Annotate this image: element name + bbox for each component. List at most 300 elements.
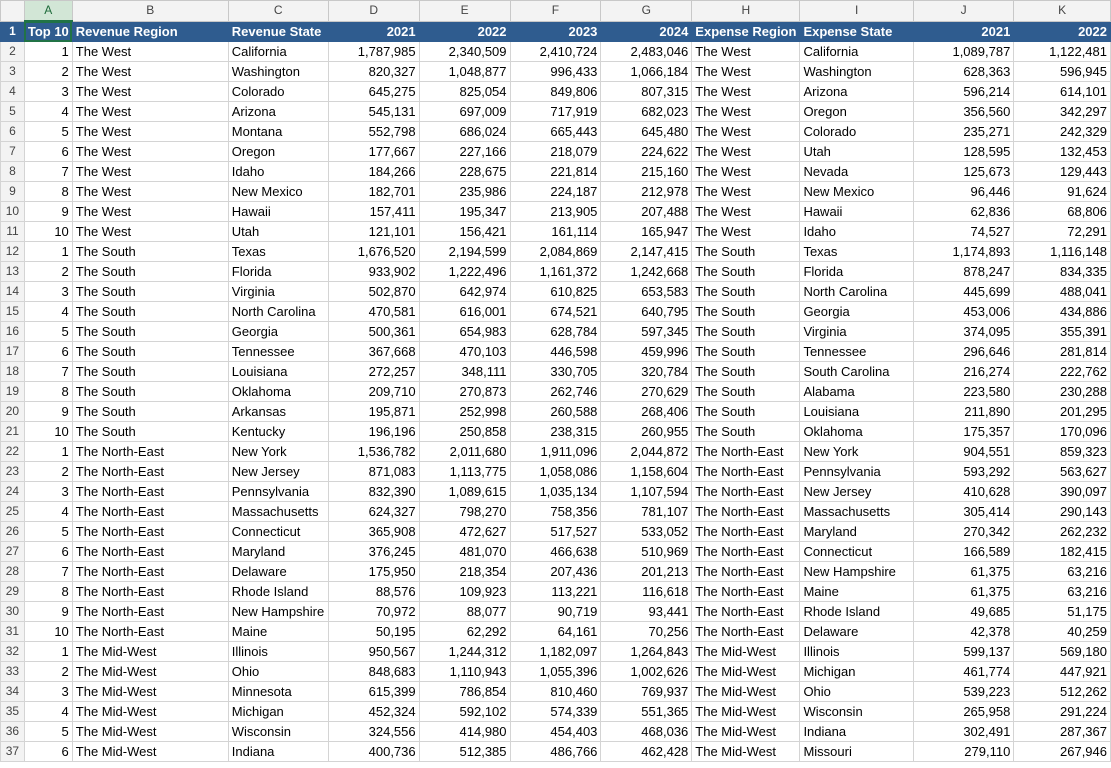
cell[interactable]: 1,110,943 [419,662,510,682]
cell[interactable]: 6 [24,142,72,162]
cell[interactable]: The South [72,262,228,282]
cell[interactable]: 42,378 [913,622,1013,642]
cell[interactable]: 3 [24,482,72,502]
cell[interactable]: The North-East [692,542,800,562]
cell[interactable]: 1,002,626 [601,662,692,682]
cell[interactable]: 270,873 [419,382,510,402]
cell[interactable]: 481,070 [419,542,510,562]
cell[interactable]: 599,137 [913,642,1013,662]
row-number[interactable]: 35 [1,702,25,722]
cell[interactable]: 1 [24,242,72,262]
cell[interactable]: 272,257 [328,362,419,382]
cell[interactable]: 8 [24,182,72,202]
cell[interactable]: 260,588 [510,402,601,422]
row-number[interactable]: 19 [1,382,25,402]
row-number[interactable]: 20 [1,402,25,422]
cell[interactable]: The North-East [72,622,228,642]
cell[interactable]: 434,886 [1014,302,1111,322]
column-header-e[interactable]: E [419,1,510,22]
cell[interactable]: 2,147,415 [601,242,692,262]
cell[interactable]: The South [72,282,228,302]
cell[interactable]: The West [692,142,800,162]
cell[interactable]: 414,980 [419,722,510,742]
cell[interactable]: The North-East [72,582,228,602]
cell[interactable]: 2,483,046 [601,42,692,62]
header-cell[interactable]: 2022 [419,21,510,42]
cell[interactable]: 7 [24,362,72,382]
cell[interactable]: 7 [24,562,72,582]
cell[interactable]: 201,213 [601,562,692,582]
cell[interactable]: Florida [800,262,913,282]
cell[interactable]: Hawaii [228,202,328,222]
cell[interactable]: 182,415 [1014,542,1111,562]
cell[interactable]: 4 [24,702,72,722]
row-number[interactable]: 29 [1,582,25,602]
cell[interactable]: 262,746 [510,382,601,402]
cell[interactable]: The West [692,82,800,102]
cell[interactable]: 1,676,520 [328,242,419,262]
cell[interactable]: The North-East [692,522,800,542]
cell[interactable]: 445,699 [913,282,1013,302]
cell[interactable]: 207,436 [510,562,601,582]
cell[interactable]: Maryland [800,522,913,542]
cell[interactable]: 302,491 [913,722,1013,742]
cell[interactable]: The Mid-West [72,742,228,762]
cell[interactable]: 563,627 [1014,462,1111,482]
cell[interactable]: 674,521 [510,302,601,322]
cell[interactable]: Idaho [800,222,913,242]
cell[interactable]: The Mid-West [692,722,800,742]
cell[interactable]: 235,986 [419,182,510,202]
cell[interactable]: 121,101 [328,222,419,242]
cell[interactable]: 462,428 [601,742,692,762]
cell[interactable]: 502,870 [328,282,419,302]
cell[interactable]: 642,974 [419,282,510,302]
cell[interactable]: 470,103 [419,342,510,362]
cell[interactable]: 781,107 [601,502,692,522]
cell[interactable]: 74,527 [913,222,1013,242]
cell[interactable]: Maryland [228,542,328,562]
header-cell[interactable]: 2023 [510,21,601,42]
cell[interactable]: 4 [24,502,72,522]
cell[interactable]: 1,264,843 [601,642,692,662]
cell[interactable]: 452,324 [328,702,419,722]
cell[interactable]: 1,107,594 [601,482,692,502]
cell[interactable]: 400,736 [328,742,419,762]
cell[interactable]: Rhode Island [228,582,328,602]
cell[interactable]: New Jersey [228,462,328,482]
cell[interactable]: 68,806 [1014,202,1111,222]
cell[interactable]: Indiana [228,742,328,762]
cell[interactable]: The North-East [72,462,228,482]
row-number[interactable]: 28 [1,562,25,582]
cell[interactable]: 1,182,097 [510,642,601,662]
cell[interactable]: 1,113,775 [419,462,510,482]
cell[interactable]: Tennessee [228,342,328,362]
cell[interactable]: 49,685 [913,602,1013,622]
cell[interactable]: New Hampshire [228,602,328,622]
cell[interactable]: 1 [24,642,72,662]
cell[interactable]: 9 [24,402,72,422]
cell[interactable]: 569,180 [1014,642,1111,662]
cell[interactable]: 653,583 [601,282,692,302]
cell[interactable]: 224,622 [601,142,692,162]
cell[interactable]: Maine [800,582,913,602]
cell[interactable]: 175,950 [328,562,419,582]
cell[interactable]: South Carolina [800,362,913,382]
cell[interactable]: The North-East [72,562,228,582]
row-number[interactable]: 21 [1,422,25,442]
cell[interactable]: 390,097 [1014,482,1111,502]
cell[interactable]: 287,367 [1014,722,1111,742]
cell[interactable]: The South [72,422,228,442]
cell[interactable]: 6 [24,542,72,562]
cell[interactable]: Illinois [228,642,328,662]
cell[interactable]: 615,399 [328,682,419,702]
cell[interactable]: 1,222,496 [419,262,510,282]
cell[interactable]: 10 [24,422,72,442]
cell[interactable]: 1,089,615 [419,482,510,502]
cell[interactable]: 91,624 [1014,182,1111,202]
cell[interactable]: The South [692,382,800,402]
cell[interactable]: The North-East [692,602,800,622]
cell[interactable]: Delaware [800,622,913,642]
cell[interactable]: 156,421 [419,222,510,242]
cell[interactable]: The North-East [692,562,800,582]
cell[interactable]: The North-East [72,442,228,462]
row-number[interactable]: 34 [1,682,25,702]
cell[interactable]: Ohio [228,662,328,682]
cell[interactable]: 597,345 [601,322,692,342]
cell[interactable]: 250,858 [419,422,510,442]
cell[interactable]: New Mexico [800,182,913,202]
column-header-d[interactable]: D [328,1,419,22]
cell[interactable]: The Mid-West [692,642,800,662]
cell[interactable]: The South [692,362,800,382]
cell[interactable]: 552,798 [328,122,419,142]
cell[interactable]: 376,245 [328,542,419,562]
cell[interactable]: 904,551 [913,442,1013,462]
cell[interactable]: 1 [24,442,72,462]
cell[interactable]: 461,774 [913,662,1013,682]
cell[interactable]: 3 [24,282,72,302]
cell[interactable]: 2,044,872 [601,442,692,462]
cell[interactable]: 267,946 [1014,742,1111,762]
cell[interactable]: 472,627 [419,522,510,542]
cell[interactable]: 218,354 [419,562,510,582]
cell[interactable]: Montana [228,122,328,142]
cell[interactable]: 1,787,985 [328,42,419,62]
cell[interactable]: Hawaii [800,202,913,222]
cell[interactable]: Arkansas [228,402,328,422]
cell[interactable]: Illinois [800,642,913,662]
cell[interactable]: 70,972 [328,602,419,622]
cell[interactable]: 1,242,668 [601,262,692,282]
cell[interactable]: The South [72,302,228,322]
cell[interactable]: 4 [24,302,72,322]
row-number[interactable]: 5 [1,102,25,122]
cell[interactable]: The North-East [72,542,228,562]
cell[interactable]: 279,110 [913,742,1013,762]
cell[interactable]: Virginia [228,282,328,302]
cell[interactable]: California [228,42,328,62]
cell[interactable]: The North-East [692,482,800,502]
cell[interactable]: The West [72,222,228,242]
cell[interactable]: 697,009 [419,102,510,122]
cell[interactable]: The West [72,102,228,122]
cell[interactable]: 686,024 [419,122,510,142]
cell[interactable]: Massachusetts [800,502,913,522]
cell[interactable]: 270,629 [601,382,692,402]
cell[interactable]: 596,214 [913,82,1013,102]
row-number[interactable]: 11 [1,222,25,242]
cell[interactable]: 1,058,086 [510,462,601,482]
cell[interactable]: Washington [800,62,913,82]
cell[interactable]: 93,441 [601,602,692,622]
row-number[interactable]: 32 [1,642,25,662]
column-header-h[interactable]: H [692,1,800,22]
cell[interactable]: Arizona [228,102,328,122]
cell[interactable]: Maine [228,622,328,642]
cell[interactable]: 645,480 [601,122,692,142]
cell[interactable]: Louisiana [800,402,913,422]
cell[interactable]: The North-East [692,442,800,462]
cell[interactable]: 545,131 [328,102,419,122]
row-number[interactable]: 12 [1,242,25,262]
cell[interactable]: 645,275 [328,82,419,102]
cell[interactable]: 596,945 [1014,62,1111,82]
cell[interactable]: 291,224 [1014,702,1111,722]
cell[interactable]: 769,937 [601,682,692,702]
cell[interactable]: 950,567 [328,642,419,662]
cell[interactable]: 717,919 [510,102,601,122]
cell[interactable]: 798,270 [419,502,510,522]
cell[interactable]: 3 [24,82,72,102]
cell[interactable]: Arizona [800,82,913,102]
cell[interactable]: 5 [24,522,72,542]
cell[interactable]: 453,006 [913,302,1013,322]
cell[interactable]: 132,453 [1014,142,1111,162]
cell[interactable]: Connecticut [800,542,913,562]
cell[interactable]: The South [72,362,228,382]
cell[interactable]: 614,101 [1014,82,1111,102]
cell[interactable]: 1 [24,42,72,62]
cell[interactable]: 260,955 [601,422,692,442]
cell[interactable]: 2 [24,262,72,282]
cell[interactable]: 3 [24,682,72,702]
cell[interactable]: 459,996 [601,342,692,362]
row-number[interactable]: 37 [1,742,25,762]
cell[interactable]: 616,001 [419,302,510,322]
cell[interactable]: 410,628 [913,482,1013,502]
cell[interactable]: 216,274 [913,362,1013,382]
cell[interactable]: 628,363 [913,62,1013,82]
cell[interactable]: The South [692,302,800,322]
header-cell[interactable]: 2024 [601,21,692,42]
cell[interactable]: Kentucky [228,422,328,442]
cell[interactable]: 849,806 [510,82,601,102]
header-cell[interactable]: Revenue Region [72,21,228,42]
cell[interactable]: 252,998 [419,402,510,422]
cell[interactable]: 1,911,096 [510,442,601,462]
cell[interactable]: 5 [24,122,72,142]
cell[interactable]: 268,406 [601,402,692,422]
row-number[interactable]: 4 [1,82,25,102]
cell[interactable]: The West [72,82,228,102]
cell[interactable]: Michigan [228,702,328,722]
cell[interactable]: 201,295 [1014,402,1111,422]
cell[interactable]: 62,292 [419,622,510,642]
cell[interactable]: California [800,42,913,62]
cell[interactable]: Oklahoma [800,422,913,442]
cell[interactable]: 996,433 [510,62,601,82]
cell[interactable]: North Carolina [228,302,328,322]
cell[interactable]: 1,158,604 [601,462,692,482]
cell[interactable]: 539,223 [913,682,1013,702]
cell[interactable]: The West [692,162,800,182]
cell[interactable]: 116,618 [601,582,692,602]
cell[interactable]: 551,365 [601,702,692,722]
cell[interactable]: 9 [24,202,72,222]
row-number[interactable]: 7 [1,142,25,162]
cell[interactable]: 488,041 [1014,282,1111,302]
cell[interactable]: New Hampshire [800,562,913,582]
row-number[interactable]: 16 [1,322,25,342]
cell[interactable]: The West [692,102,800,122]
cell[interactable]: The Mid-West [72,682,228,702]
cell[interactable]: The West [72,122,228,142]
cell[interactable]: 2,084,869 [510,242,601,262]
cell[interactable]: 665,443 [510,122,601,142]
row-number[interactable]: 9 [1,182,25,202]
cell[interactable]: 324,556 [328,722,419,742]
cell[interactable]: The North-East [72,482,228,502]
cell[interactable]: 510,969 [601,542,692,562]
row-number[interactable]: 33 [1,662,25,682]
cell[interactable]: Texas [228,242,328,262]
cell[interactable]: Rhode Island [800,602,913,622]
column-header-a[interactable]: A [24,1,72,22]
row-number[interactable]: 15 [1,302,25,322]
cell[interactable]: 533,052 [601,522,692,542]
cell[interactable]: The South [72,322,228,342]
cell[interactable]: The Mid-West [72,702,228,722]
cell[interactable]: 265,958 [913,702,1013,722]
row-number[interactable]: 31 [1,622,25,642]
cell[interactable]: 207,488 [601,202,692,222]
row-number[interactable]: 23 [1,462,25,482]
cell[interactable]: Georgia [228,322,328,342]
cell[interactable]: The West [692,222,800,242]
cell[interactable]: The West [72,42,228,62]
cell[interactable]: 367,668 [328,342,419,362]
cell[interactable]: 262,232 [1014,522,1111,542]
cell[interactable]: 170,096 [1014,422,1111,442]
cell[interactable]: 466,638 [510,542,601,562]
cell[interactable]: 161,114 [510,222,601,242]
row-number[interactable]: 18 [1,362,25,382]
cell[interactable]: 129,443 [1014,162,1111,182]
cell[interactable]: 224,187 [510,182,601,202]
cell[interactable]: The South [72,402,228,422]
cell[interactable]: 88,576 [328,582,419,602]
cell[interactable]: 342,297 [1014,102,1111,122]
cell[interactable]: The Mid-West [72,722,228,742]
cell[interactable]: 1,244,312 [419,642,510,662]
cell[interactable]: 128,595 [913,142,1013,162]
cell[interactable]: The West [72,202,228,222]
cell[interactable]: 64,161 [510,622,601,642]
cell[interactable]: The South [692,322,800,342]
cell[interactable]: 296,646 [913,342,1013,362]
cell[interactable]: 2,410,724 [510,42,601,62]
cell[interactable]: 320,784 [601,362,692,382]
cell[interactable]: 1,066,184 [601,62,692,82]
cell[interactable]: The West [692,122,800,142]
row-number[interactable]: 36 [1,722,25,742]
cell[interactable]: 209,710 [328,382,419,402]
cell[interactable]: 1,536,782 [328,442,419,462]
cell[interactable]: The Mid-West [692,682,800,702]
cell[interactable]: 820,327 [328,62,419,82]
cell[interactable]: 512,385 [419,742,510,762]
cell[interactable]: 212,978 [601,182,692,202]
cell[interactable]: The West [72,62,228,82]
cell[interactable]: The South [692,342,800,362]
cell[interactable]: 235,271 [913,122,1013,142]
cell[interactable]: 834,335 [1014,262,1111,282]
cell[interactable]: The South [692,262,800,282]
cell[interactable]: The South [692,242,800,262]
cell[interactable]: 592,102 [419,702,510,722]
row-number[interactable]: 14 [1,282,25,302]
header-cell[interactable]: Expense Region [692,21,800,42]
cell[interactable]: 355,391 [1014,322,1111,342]
cell[interactable]: 2,011,680 [419,442,510,462]
cell[interactable]: The South [72,242,228,262]
cell[interactable]: Pennsylvania [800,462,913,482]
cell[interactable]: 6 [24,742,72,762]
cell[interactable]: The West [692,182,800,202]
cell[interactable]: 72,291 [1014,222,1111,242]
cell[interactable]: Ohio [800,682,913,702]
cell[interactable]: 1,055,396 [510,662,601,682]
cell[interactable]: 61,375 [913,582,1013,602]
cell[interactable]: 165,947 [601,222,692,242]
cell[interactable]: The North-East [692,502,800,522]
cell[interactable]: 610,825 [510,282,601,302]
cell[interactable]: 7 [24,162,72,182]
cell[interactable]: 90,719 [510,602,601,622]
cell[interactable]: 63,216 [1014,562,1111,582]
row-number[interactable]: 13 [1,262,25,282]
cell[interactable]: 624,327 [328,502,419,522]
cell[interactable]: 374,095 [913,322,1013,342]
cell[interactable]: 184,266 [328,162,419,182]
cell[interactable]: Nevada [800,162,913,182]
cell[interactable]: 63,216 [1014,582,1111,602]
cell[interactable]: Virginia [800,322,913,342]
cell[interactable]: Pennsylvania [228,482,328,502]
cell[interactable]: Utah [800,142,913,162]
cell[interactable]: The Mid-West [692,742,800,762]
cell[interactable]: Delaware [228,562,328,582]
cell[interactable]: 593,292 [913,462,1013,482]
cell[interactable]: 2 [24,62,72,82]
cell[interactable]: 2,340,509 [419,42,510,62]
cell[interactable]: 832,390 [328,482,419,502]
cell[interactable]: 215,160 [601,162,692,182]
